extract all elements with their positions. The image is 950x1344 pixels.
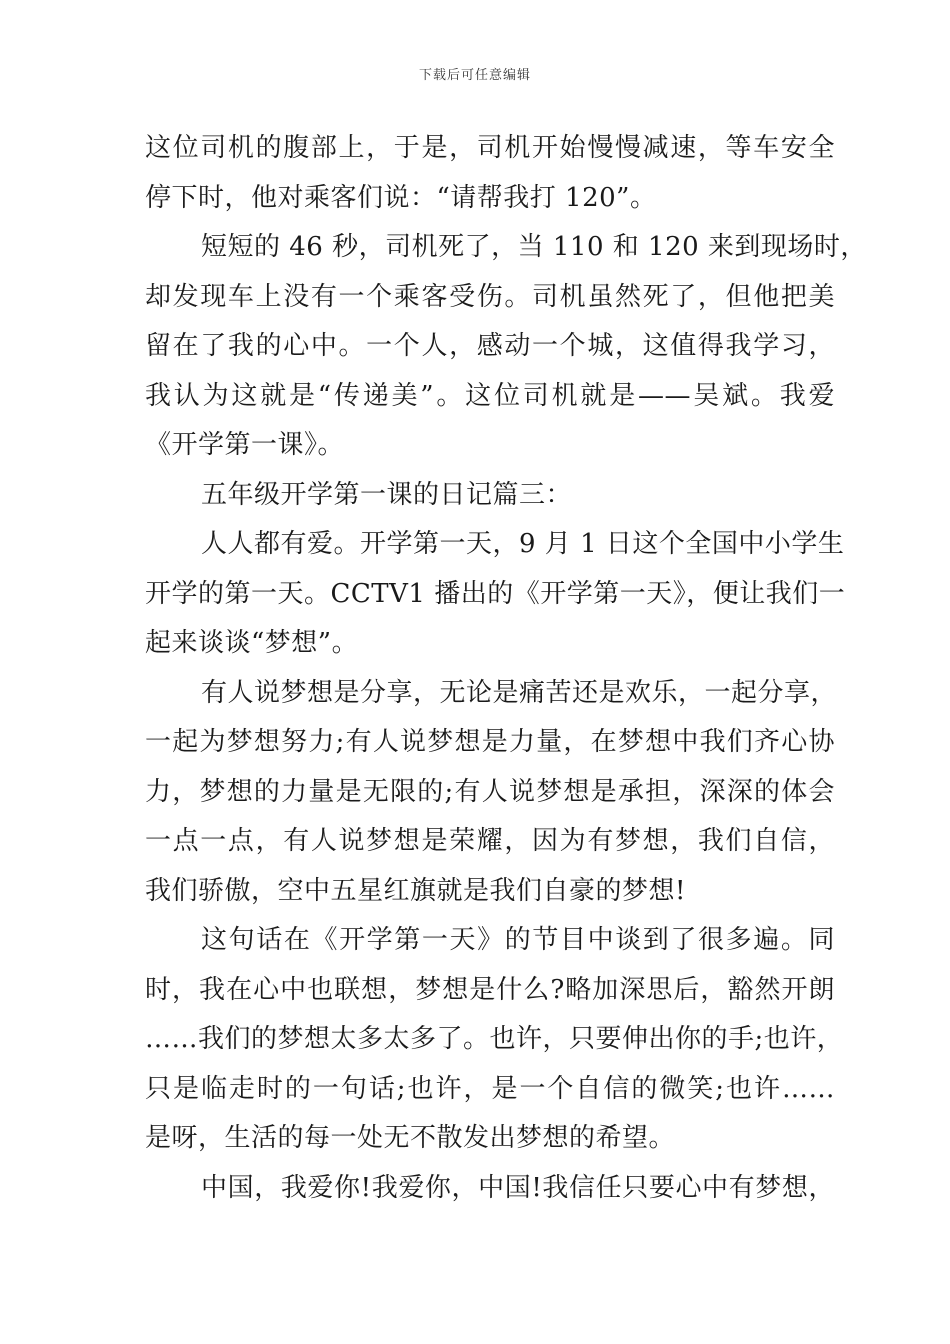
text-line: 中国，我爱你!我爱你，中国!我信任只要心中有梦想，: [201, 1172, 835, 1203]
text-line: 这句话在《开学第一天》的节目中谈到了很多遍。同: [201, 925, 835, 955]
text-line: 这位司机的腹部上，于是，司机开始慢慢减速，等车安全: [145, 133, 835, 163]
text-line: 却发现车上没有一个乘客受伤。司机虽然死了，但他把美: [145, 281, 835, 312]
text-line: 《开学第一课》。: [145, 430, 345, 460]
text-line: 开学的第一天。CCTV1 播出的《开学第一天》，便让我们一: [145, 578, 846, 609]
text-line: ……我们的梦想太多太多了。也许，只要伸出你的手;也许，: [145, 1024, 844, 1054]
text-line: 有人说梦想是分享，无论是痛苦还是欢乐，一起分享，: [201, 677, 838, 708]
text-line: 我们骄傲，空中五星红旗就是我们自豪的梦想!: [145, 875, 686, 906]
text-line: 留在了我的心中。一个人，感动一个城，这值得我学习，: [145, 331, 835, 361]
text-line: 只是临走时的一句话;也许，是一个自信的微笑;也许……: [145, 1073, 835, 1104]
text-line: 是呀，生活的每一处无不散发出梦想的希望。: [145, 1123, 676, 1153]
text-line: 时，我在心中也联想，梦想是什么?略加深思后，豁然开朗: [145, 974, 835, 1005]
document-body: [145, 124, 867, 1213]
text-line: 一起为梦想努力;有人说梦想是力量，在梦想中我们齐心协: [145, 727, 835, 757]
text-line: 我认为这就是“传递美”。这位司机就是——吴斌。我爱: [145, 380, 835, 411]
text-line: 一点一点，有人说梦想是荣耀，因为有梦想，我们自信，: [145, 826, 835, 856]
text-line: 短短的 46 秒，司机死了，当 110 和 120 来到现场时，: [201, 232, 867, 262]
page-header: 下载后可任意编辑: [418, 68, 531, 83]
text-line: 五年级开学第一课的日记篇三：: [201, 479, 573, 510]
text-line: 力，梦想的力量是无限的;有人说梦想是承担，深深的体会: [145, 776, 835, 807]
text-line: 人人都有爱。开学第一天，9 月 1 日这个全国中小学生: [201, 529, 845, 559]
text-line: 起来谈谈“梦想”。: [145, 628, 359, 658]
text-line: 停下时，他对乘客们说：“请帮我打 120”。: [145, 182, 657, 213]
